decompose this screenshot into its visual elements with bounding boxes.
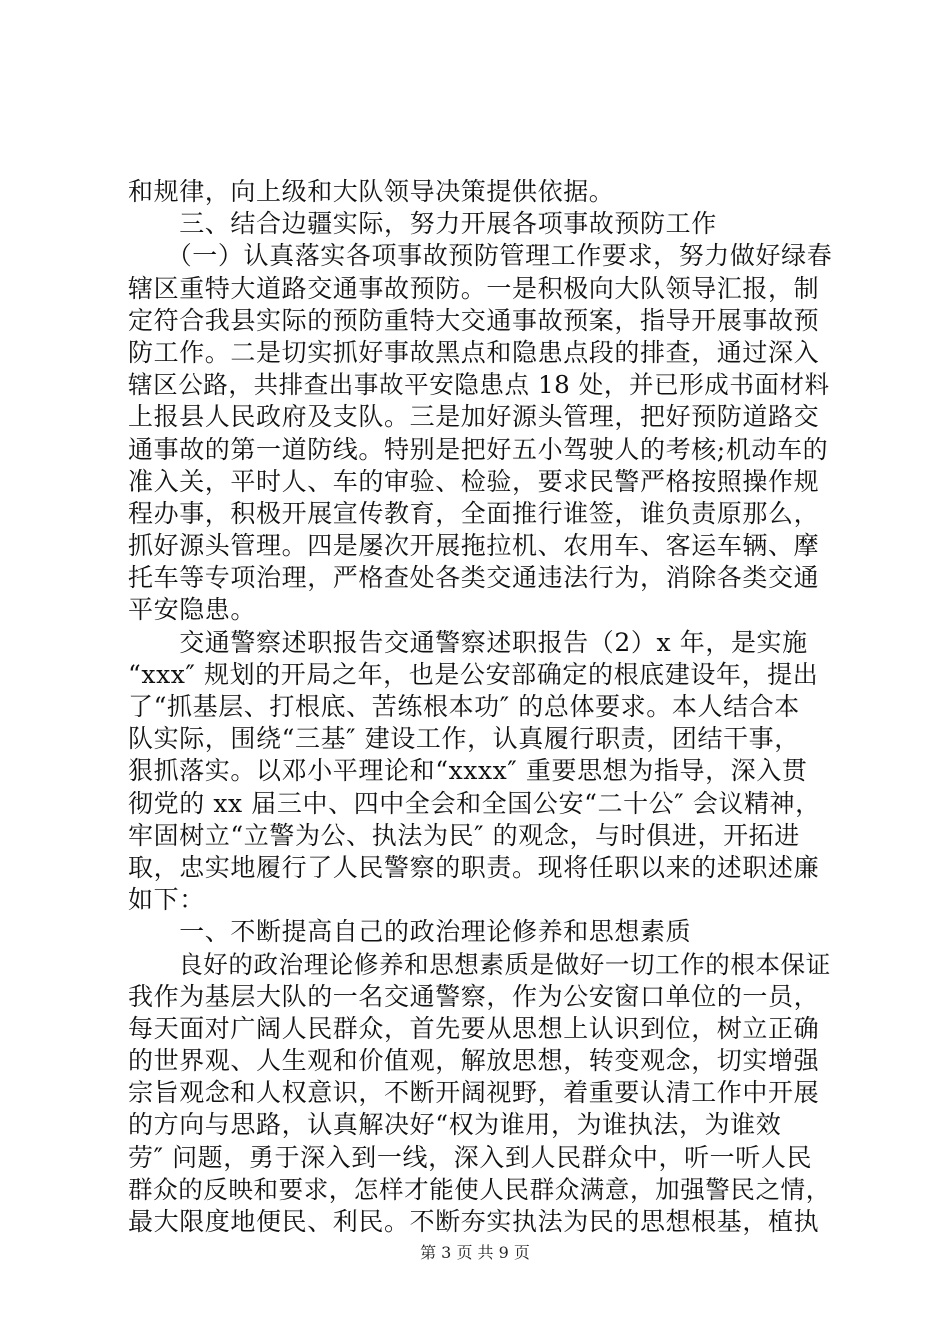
text-line: 的世界观、人生观和价值观，解放思想，转变观念，切实增强: [128, 1046, 820, 1076]
text-line: 辖区公路，共排查出事故平安隐患点 18 处，并已形成书面材料: [128, 370, 830, 400]
text-line: “xxx″ 规划的开局之年，也是公安部确定的根底建设年，提出: [128, 659, 819, 689]
text-line: 我作为基层大队的一名交通警察，作为公安窗口单位的一员，: [128, 981, 820, 1011]
section-heading: 一、不断提高自己的政治理论修养和思想素质: [128, 917, 692, 947]
text-line: 防工作。二是切实抓好事故黑点和隐患点段的排查，通过深入: [128, 337, 820, 367]
text-line: 队实际，围绕“三基″ 建设工作，认真履行职责，团结干事，: [128, 724, 800, 754]
text-line: 准入关，平时人、车的审验、检验，要求民警严格按照操作规: [128, 466, 820, 496]
text-line: （一）认真落实各项事故预防管理工作要求，努力做好绿春: [128, 241, 833, 271]
text-line: 最大限度地便民、利民。不断夯实执法为民的思想根基，植执: [128, 1207, 820, 1236]
text-line: 取，忠实地履行了人民警察的职责。现将任职以来的述职述廉: [128, 852, 820, 882]
text-line: 程办事，积极开展宣传教育，全面推行谁签，谁负责原那么，: [128, 498, 820, 528]
text-line: 的方向与思路，认真解决好“权为谁用，为谁执法，为谁效: [128, 1110, 782, 1140]
text-line: 彻党的 xx 届三中、四中全会和全国公安“二十公″ 会议精神，: [128, 788, 821, 818]
section-heading: 三、结合边疆实际，努力开展各项事故预防工作: [128, 209, 717, 239]
document-body: [128, 176, 833, 1238]
page-number-label: 第 3 页 共 9 页: [420, 1243, 530, 1262]
text-line: 群众的反映和要求，怎样才能使人民群众满意，加强警民之情，: [128, 1174, 831, 1204]
text-line: 平安隐患。: [128, 595, 257, 625]
text-line: 如下：: [128, 885, 205, 915]
text-line: 上报县人民政府及支队。三是加好源头管理，把好预防道路交: [128, 402, 820, 432]
text-line: 通事故的第一道防线。特别是把好五小驾驶人的考核;机动车的: [128, 434, 829, 464]
text-line: 良好的政治理论修养和思想素质是做好一切工作的根本保证: [128, 949, 831, 979]
text-line: 宗旨观念和人权意识，不断开阔视野，着重要认清工作中开展: [128, 1078, 820, 1108]
text-line: 定符合我县实际的预防重特大交通事故预案，指导开展事故预: [128, 305, 820, 335]
text-line: 了“抓基层、打根底、苦练根本功″ 的总体要求。本人结合本: [128, 692, 800, 721]
text-line: 劳″ 问题，勇于深入到一线，深入到人民群众中，听一听人民: [128, 1142, 813, 1172]
text-line: 托车等专项治理，严格查处各类交通违法行为，消除各类交通: [128, 563, 820, 593]
text-line: 牢固树立“立警为公、执法为民″ 的观念，与时俱进，开拓进: [128, 820, 800, 850]
text-line: 辖区重特大道路交通事故预防。一是积极向大队领导汇报，制: [128, 273, 820, 303]
text-line: 和规律，向上级和大队领导决策提供依据。: [128, 177, 615, 206]
page-footer: [0, 1243, 950, 1263]
text-line: 狠抓落实。以邓小平理论和“xxxx″ 重要思想为指导，深入贯: [128, 756, 808, 786]
text-line: 每天面对广阔人民群众，首先要从思想上认识到位，树立正确: [128, 1013, 820, 1043]
text-line: 交通警察述职报告交通警察述职报告（2）x 年，是实施: [128, 627, 808, 657]
text-line: 抓好源头管理。四是屡次开展拖拉机、农用车、客运车辆、摩: [128, 531, 820, 561]
